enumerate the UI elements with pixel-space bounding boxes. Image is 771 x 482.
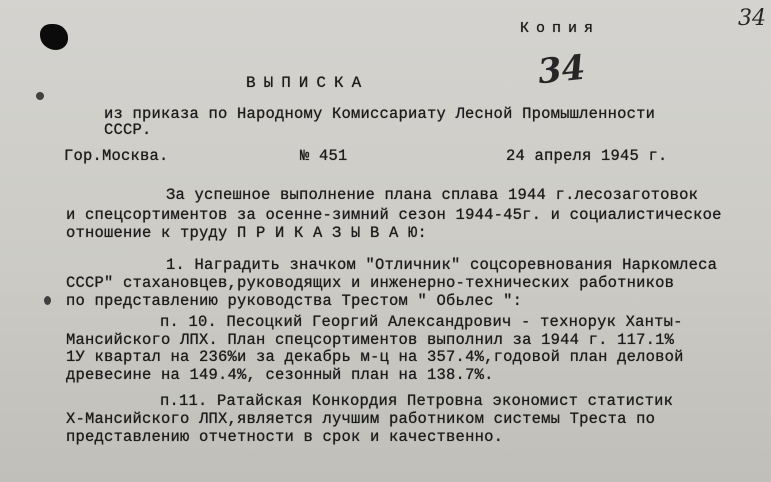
ink-blot <box>40 24 68 50</box>
p11-line-2: Х-Мансийского ЛПХ,является лучшим работником системы Треста по <box>66 410 656 428</box>
order-source-line-1: из приказа по Народному Комиссариату Лесной Промышленности <box>104 105 656 123</box>
copy-label: Копия <box>520 20 601 37</box>
p11-line-1: п.11. Ратайская Конкордия Петровна экономист статистик <box>160 392 674 410</box>
intro-line-1: За успешное выполнение плана сплава 1944 г.лесозаготовок <box>166 186 699 204</box>
item1-line-1: 1. Наградить значком "Отличник" соцсоревнования Наркомлеса <box>166 256 718 274</box>
document-title: ВЫПИСКА <box>246 74 370 92</box>
item1-line-3: по представлению руководства Трестом " Обьлес ": <box>66 292 523 310</box>
page-number-handwritten: 34 <box>536 47 588 93</box>
p10-line-1: п. 10. Песоцкий Георгий Александрович - технорук Ханты- <box>160 313 683 331</box>
city: Гор.Москва. <box>64 147 169 165</box>
order-source-line-2: СССР. <box>104 121 152 139</box>
p11-line-3: представлению отчетности в срок и качественно. <box>66 428 504 446</box>
order-date: 24 апреля 1945 г. <box>506 147 668 165</box>
p10-line-4: древесине на 149.4%, сезонный план на 138.7%. <box>66 366 494 384</box>
p10-line-2: Мансийского ЛПХ. План спецсортиментов выполнил за 1944 г. 117.1% <box>66 331 675 349</box>
item1-line-2: СССР" стахановцев,руководящих и инженерно-технических работников <box>66 274 675 292</box>
intro-line-3: отношение к труду П Р И К А З Ы В А Ю: <box>66 224 428 242</box>
sheet-number-handwritten: 34 <box>738 6 766 31</box>
punch-hole <box>36 92 44 100</box>
intro-line-2: и спецсортиментов за осенне-зимний сезон 1944-45г. и социалистическое <box>66 206 722 224</box>
p10-line-3: 1У квартал на 236%и за декабрь м-ц на 357.4%,годовой план деловой <box>66 348 684 366</box>
punch-hole <box>44 296 51 305</box>
order-number: № 451 <box>300 147 348 165</box>
